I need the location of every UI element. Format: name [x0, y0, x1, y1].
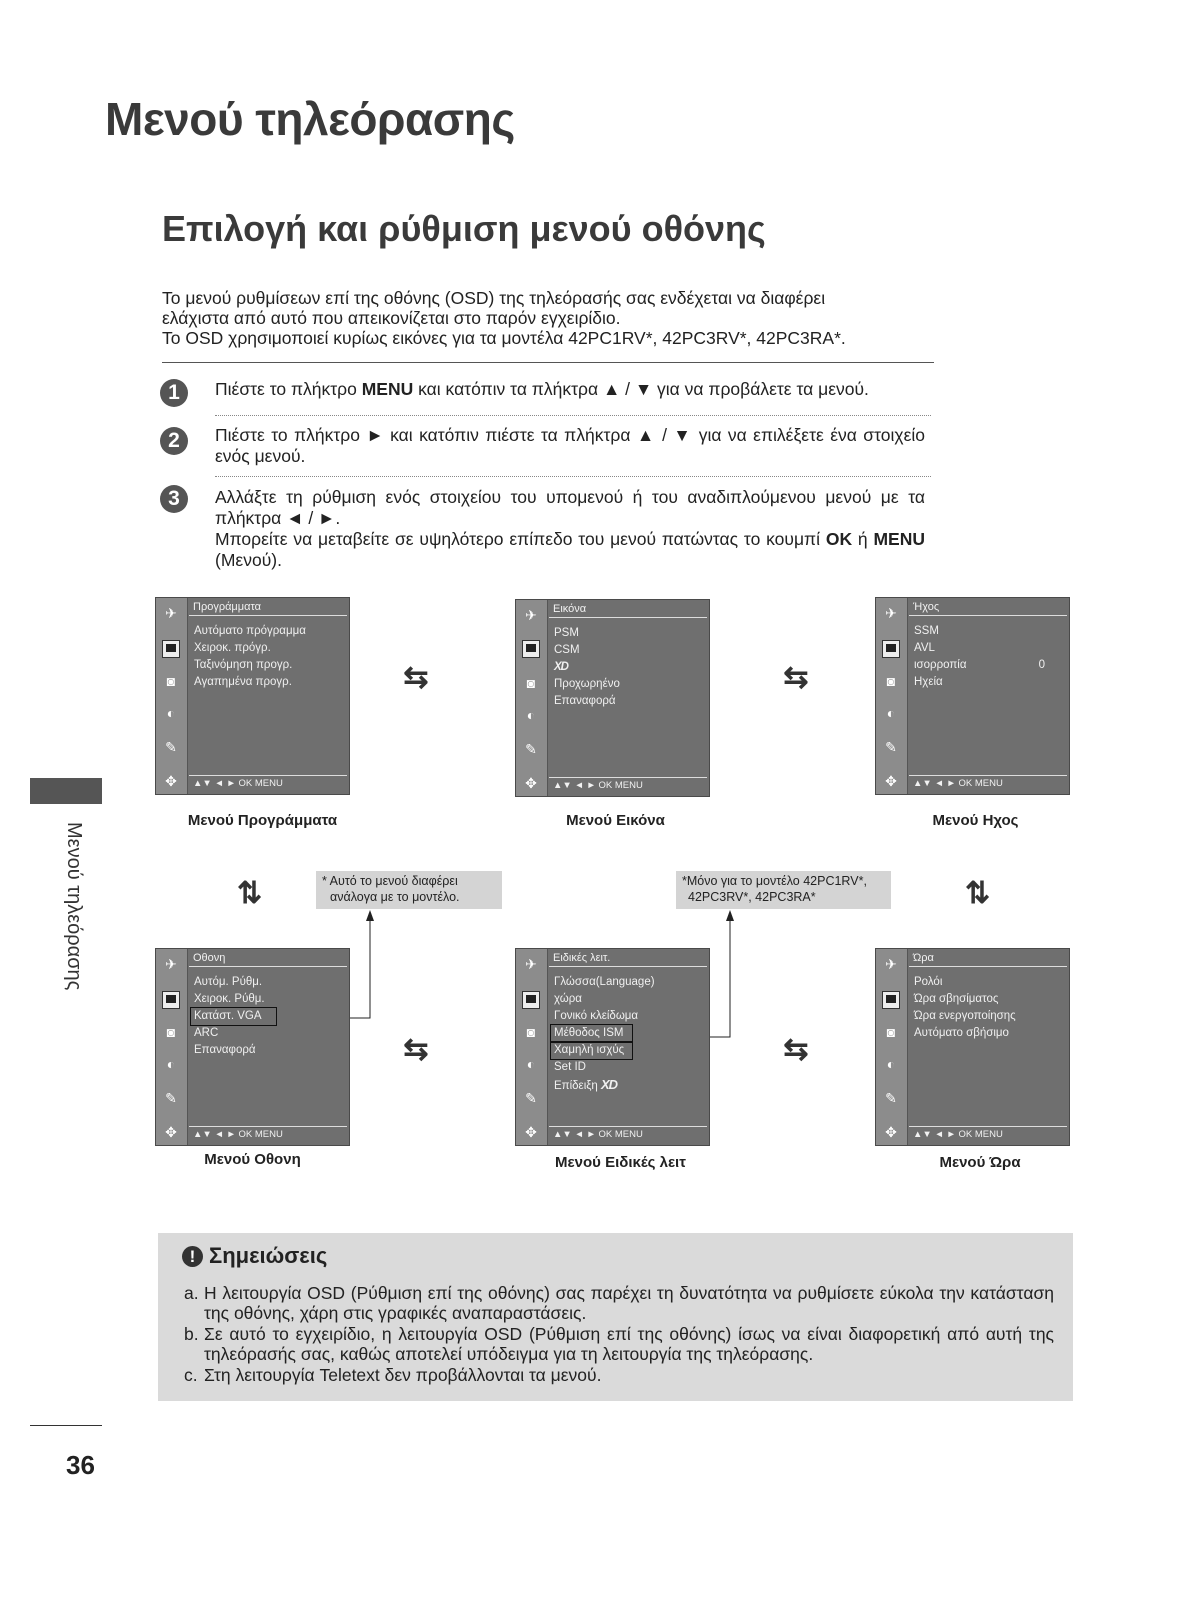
osd-menu-item[interactable]: Επαναφορά — [194, 1044, 256, 1056]
osd-menu-item[interactable]: Ρολόι — [914, 976, 943, 988]
wrench-icon: ✎ — [885, 1090, 897, 1106]
step-text: Αλλάξτε τη ρύθμιση ενός στοιχείου του υπομενού ή του αναδιπλούμενου μενού με τα πλήκτρα ◄ / ►. Μπορείτε να μεταβείτε σε υψηλότερο επίπεδο του μενού πατώντας το κουμπί OK ή MENU (Μενού). — [215, 487, 925, 570]
step-text: Πιέστε το πλήκτρο MENU και κατόπιν τα πλήκτρα ▲ / ▼ για να προβάλετε τα μενού. — [215, 379, 869, 399]
notes-list — [184, 1283, 1054, 1386]
osd-menu-item[interactable]: AVL — [914, 642, 935, 654]
swap-arrows-icon: ⇆ — [403, 1033, 429, 1066]
osd-footer-controls: ▲▼ ◄ ► OK MENU — [549, 1126, 707, 1143]
picture-icon — [522, 991, 540, 1009]
exclamation-icon: ! — [182, 1246, 203, 1267]
osd-menu-item-xd[interactable]: XD — [554, 661, 568, 673]
osd-menu-screen — [155, 948, 350, 1146]
note-item: c. Στη λειτουργία Teletext δεν προβάλλονται τα μενού. — [184, 1365, 602, 1385]
callout-model-note: *Μόνο για το μοντέλο 42PC1RV*, 42PC3RV*, 42PC3RA* — [676, 871, 891, 909]
vertical-swap-arrows-icon: ⇅ — [237, 877, 263, 910]
speaker-icon: ◙ — [886, 673, 896, 689]
osd-menu-item[interactable]: Ηχεία — [914, 676, 943, 688]
menu-caption: Μενού Εικόνα — [566, 812, 665, 829]
menu-caption: Μενού Οθονη — [204, 1151, 301, 1168]
satellite-icon: ✈ — [525, 956, 537, 972]
menu-caption: Μενού Ώρα — [939, 1154, 1021, 1171]
swap-arrows-icon: ⇆ — [783, 1033, 809, 1066]
osd-menu-item[interactable]: Αυτόματο σβήσιμο — [914, 1027, 1009, 1039]
osd-menu-item[interactable]: Αυτόματο πρόγραμμα — [194, 625, 306, 637]
osd-menu-special — [515, 948, 710, 1146]
osd-footer-controls: ▲▼ ◄ ► OK MENU — [909, 775, 1067, 792]
menu-caption: Μενού Ηχος — [932, 812, 1019, 829]
clock-icon: ◐ — [166, 705, 176, 721]
osd-menu-item[interactable]: Χειροκ. Ρύθμ. — [194, 993, 265, 1005]
picture-icon — [882, 991, 900, 1009]
osd-menu-header: Προγράμματα — [189, 600, 347, 616]
intro-line: Το OSD χρησιμοποιεί κυρίως εικόνες για τα μοντέλα 42PC1RV*, 42PC3RV*, 42PC3RA*. — [162, 328, 846, 348]
clock-icon: ◐ — [886, 705, 896, 721]
osd-menu-items — [914, 974, 1065, 1042]
screen-setup-icon: ✥ — [525, 1124, 537, 1140]
speaker-icon: ◙ — [526, 675, 536, 691]
osd-menu-item[interactable]: Επίδειξη XD — [554, 1077, 618, 1092]
osd-footer-controls: ▲▼ ◄ ► OK MENU — [909, 1126, 1067, 1143]
menu-caption: Μενού Ειδικές λειτ — [555, 1154, 686, 1171]
osd-footer-controls: ▲▼ ◄ ► OK MENU — [189, 1126, 347, 1143]
osd-menu-item[interactable]: Set ID — [554, 1061, 586, 1073]
step-number: 3 — [160, 485, 188, 513]
clock-icon: ◐ — [166, 1056, 176, 1072]
speaker-icon: ◙ — [886, 1024, 896, 1040]
screen-setup-icon: ✥ — [885, 1124, 897, 1140]
vertical-swap-arrows-icon: ⇅ — [965, 877, 991, 910]
osd-menu-header: Ειδικές λειτ. — [549, 951, 707, 967]
satellite-icon: ✈ — [525, 607, 537, 623]
osd-menu-item[interactable]: PSM — [554, 627, 579, 639]
clock-icon: ◐ — [526, 707, 536, 723]
osd-menu-item[interactable]: Επαναφορά — [554, 695, 616, 707]
speaker-icon: ◙ — [166, 673, 176, 689]
osd-menu-item-highlighted[interactable]: Μέθοδος ISM — [551, 1025, 632, 1042]
intro-line: ελάχιστα από αυτό που απεικονίζεται στο παρόν εγχειρίδιο. — [162, 308, 621, 328]
wrench-icon: ✎ — [885, 739, 897, 755]
osd-menu-header: Εικόνα — [549, 602, 707, 618]
side-label: Μενού τηλεόρασης — [63, 822, 85, 991]
osd-menu-time — [875, 948, 1070, 1146]
osd-footer-controls: ▲▼ ◄ ► OK MENU — [189, 775, 347, 792]
wrench-icon: ✎ — [525, 1090, 537, 1106]
clock-icon: ◐ — [526, 1056, 536, 1072]
balance-value: 0 — [1038, 659, 1045, 671]
osd-menu-header: Ήχος — [909, 600, 1067, 616]
satellite-icon: ✈ — [165, 605, 177, 621]
xd-logo: XD — [601, 1077, 618, 1092]
osd-menu-item[interactable]: Προχωρηένο — [554, 678, 620, 690]
picture-icon — [162, 991, 180, 1009]
osd-menu-header: Οθονη — [189, 951, 347, 967]
osd-icon-column — [876, 949, 908, 1145]
screen-setup-icon: ✥ — [165, 773, 177, 789]
osd-menu-item[interactable]: Γλώσσα(Language) — [554, 976, 655, 988]
osd-menu-item[interactable]: SSM — [914, 625, 939, 637]
page-number: 36 — [66, 1450, 95, 1480]
wrench-icon: ✎ — [165, 739, 177, 755]
step-number: 1 — [160, 379, 188, 407]
speaker-icon: ◙ — [166, 1024, 176, 1040]
screen-setup-icon: ✥ — [525, 775, 537, 791]
swap-arrows-icon: ⇆ — [783, 661, 809, 694]
section-title: Επιλογή και ρύθμιση μενού οθόνης — [162, 208, 766, 249]
satellite-icon: ✈ — [885, 605, 897, 621]
osd-menu-item[interactable]: Ώρα σβησίματος — [914, 993, 999, 1005]
page-title: Μενού τηλεόρασης — [105, 93, 515, 145]
step-number: 2 — [160, 427, 188, 455]
osd-menu-item[interactable]: Αγαπημένα προγρ. — [194, 676, 292, 688]
swap-arrows-icon: ⇆ — [403, 661, 429, 694]
osd-menu-items — [554, 974, 705, 1093]
wrench-icon: ✎ — [165, 1090, 177, 1106]
callout-model-note: * Αυτό το μενού διαφέρει ανάλογα με το μοντέλο. — [316, 871, 502, 909]
intro-line: Το μενού ρυθμίσεων επί της οθόνης (OSD) της τηλεόρασής σας ενδέχεται να διαφέρει — [162, 288, 826, 308]
osd-menu-item[interactable]: Ταξινόμηση προγρ. — [194, 659, 293, 671]
satellite-icon: ✈ — [885, 956, 897, 972]
osd-menu-item[interactable]: Γονικό κλείδωμα — [554, 1010, 639, 1022]
speaker-icon: ◙ — [526, 1024, 536, 1040]
osd-menu-item[interactable]: Ώρα ενεργοποίησης — [914, 1010, 1016, 1022]
wrench-icon: ✎ — [525, 741, 537, 757]
satellite-icon: ✈ — [165, 956, 177, 972]
menu-caption: Μενού Προγράμματα — [187, 812, 338, 829]
screen-setup-icon: ✥ — [885, 773, 897, 789]
osd-menu-item[interactable]: CSM — [554, 644, 580, 656]
osd-menu-item-balance[interactable]: ισορροπία 0 — [914, 657, 1065, 674]
osd-menu-header: Ώρα — [909, 951, 1067, 967]
note-item: b. Σε αυτό το εγχειρίδιο, η λειτουργία OSD (Ρύθμιση επί της οθόνης) ίσως να είναι διαφορετική από αυτή της τηλεόρασής σας, καθώς αποτελεί υπόδειγμα για τη λειτουργία της τηλεόρασης. — [184, 1324, 1054, 1364]
osd-icon-column — [156, 949, 188, 1145]
screen-setup-icon: ✥ — [165, 1124, 177, 1140]
notes-box — [158, 1233, 1073, 1401]
note-item: a. Η λειτουργία OSD (Ρύθμιση επί της οθόνης) σας παρέχει τη δυνατότητα να ρυθμίσετε εύκολα την κατάσταση της οθόνης, χάρη στις γραφικές αναπαραστάσεις. — [184, 1283, 1054, 1323]
osd-menu-item[interactable]: Χειροκ. πρόγρ. — [194, 642, 271, 654]
osd-menu-items — [194, 974, 345, 1059]
osd-menu-item[interactable]: ARC — [194, 1027, 219, 1039]
osd-icon-column — [516, 949, 548, 1145]
osd-menu-item-highlighted[interactable]: Κατάστ. VGA — [191, 1008, 276, 1025]
clock-icon: ◐ — [886, 1056, 896, 1072]
osd-footer-controls: ▲▼ ◄ ► OK MENU — [549, 777, 707, 794]
step-text: Πιέστε το πλήκτρο ► και κατόπιν πιέστε τα πλήκτρα ▲ / ▼ για να επιλέξετε ένα στοιχείο ενός μενού. — [215, 425, 925, 466]
osd-menu-item[interactable]: Αυτόμ. Ρύθμ. — [194, 976, 263, 988]
notes-title: ! Σημειώσεις — [182, 1243, 327, 1269]
osd-menu-item[interactable]: χώρα — [554, 993, 582, 1005]
osd-menu-item-highlighted[interactable]: Χαμηλή ισχύς — [551, 1042, 632, 1059]
